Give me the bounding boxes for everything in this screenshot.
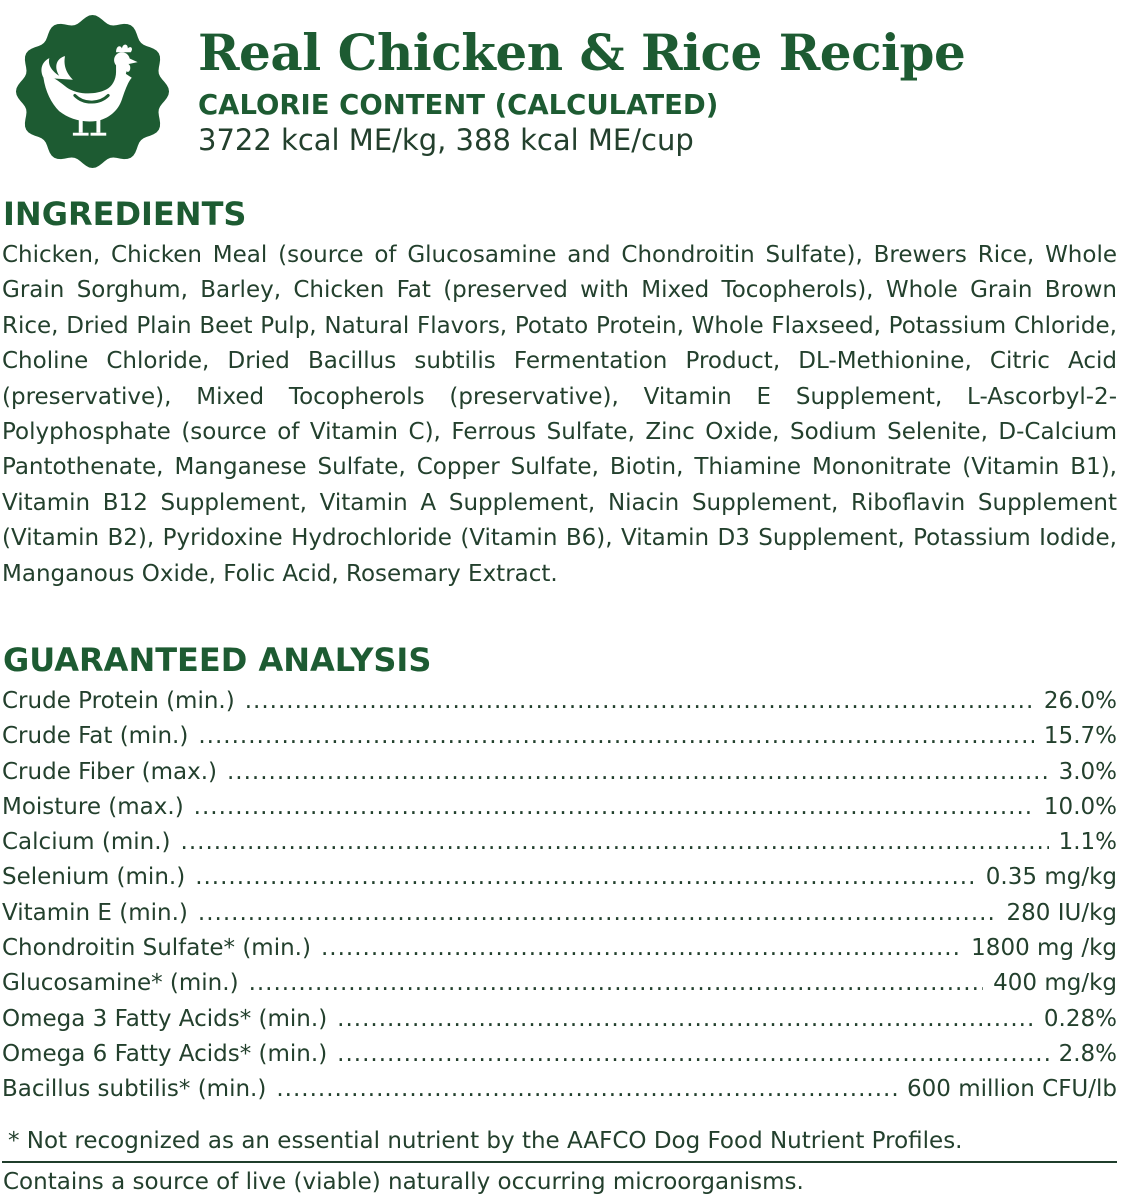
nutrient-value: 1800 mg /kg xyxy=(971,935,1117,962)
leader-dots xyxy=(198,719,1034,754)
nutrient-label: Omega 3 Fatty Acids* (min.) xyxy=(2,1005,328,1032)
nutrient-value: 1.1% xyxy=(1058,829,1117,856)
nutrient-value: 15.7% xyxy=(1043,723,1117,750)
ingredients-text: Chicken, Chicken Meal (source of Glucosamine and Chondroitin Sulfate), Brewers Rice, Whole Grain Sorghum, Barley, Chicken Fat (preserved with Mixed Tocopherols), Whole Grain Brown Rice, Dried Plain Beet Pulp, Natural Flavors, Potato Protein, Whole Flaxseed, Potassium Chloride, Choline Chloride, Dried Bacillus subtilis Fermentation Product, DL-Methionine, Citric Acid (preservative), Mixed Tocopherols (preservative), Vitamin E Supplement, L-Ascorbyl-2-Polyphosphate (source of Vitamin C), Ferrous Sulfate, Zinc Oxide, Sodium Selenite, D-Calcium Pantothenate, Manganese Sulfate, Copper Sulfate, Biotin, Thiamine Mononitrate (Vitamin B1), Vitamin B12 Supplement, Vitamin A Supplement, Niacin Supplement, Riboflavin Supplement (Vitamin B2), Pyridoxine Hydrochloride (Vitamin B6), Vitamin D3 Supplement, Potassium Iodide, Manganous Oxide, Folic Acid, Rosemary Extract. xyxy=(2,242,1117,587)
nutrient-value: 3.0% xyxy=(1058,758,1117,785)
analysis-row xyxy=(2,1002,1117,1037)
leader-dots xyxy=(195,860,976,895)
nutrient-value: 2.8% xyxy=(1058,1040,1117,1067)
nutrient-label: Crude Fiber (max.) xyxy=(2,758,217,785)
calorie-heading: CALORIE CONTENT (CALCULATED) xyxy=(198,89,719,121)
analysis-row xyxy=(2,684,1117,719)
nutrient-label: Calcium (min.) xyxy=(2,829,171,856)
product-header xyxy=(198,22,1098,158)
nutrient-value: 26.0% xyxy=(1043,688,1117,714)
nutrient-value: 280 IU/kg xyxy=(1006,899,1117,926)
nutrient-value: 10.0% xyxy=(1043,793,1117,820)
nutrient-label: Crude Fat (min.) xyxy=(2,723,189,750)
nutrient-label: Vitamin E (min.) xyxy=(2,899,188,926)
leader-dots xyxy=(337,1002,1034,1037)
product-title: Real Chicken & Rice Recipe xyxy=(198,23,966,82)
leader-dots xyxy=(245,684,1034,719)
analysis-row xyxy=(2,719,1117,754)
leader-dots xyxy=(249,966,984,1001)
nutrient-label: Glucosamine* (min.) xyxy=(2,970,239,997)
analysis-row xyxy=(2,966,1117,1001)
divider xyxy=(2,1161,1117,1163)
analysis-row xyxy=(2,931,1117,966)
chicken-badge xyxy=(14,13,171,170)
nutrient-label: Omega 6 Fatty Acids* (min.) xyxy=(2,1040,328,1067)
aafco-footnote: * Not recognized as an essential nutrient by the AAFCO Dog Food Nutrient Profiles. xyxy=(8,1128,963,1154)
nutrient-label: Bacillus subtilis* (min.) xyxy=(2,1076,267,1103)
nutrient-label: Moisture (max.) xyxy=(2,793,184,820)
nutrient-label: Selenium (min.) xyxy=(2,864,186,891)
analysis-row xyxy=(2,896,1117,931)
nutrient-value: 0.35 mg/kg xyxy=(985,864,1117,891)
ingredients-heading: INGREDIENTS xyxy=(3,195,247,233)
calorie-value: 3722 kcal ME/kg, 388 kcal ME/cup xyxy=(198,123,694,157)
leader-dots xyxy=(194,790,1034,825)
nutrient-value: 400 mg/kg xyxy=(993,970,1117,997)
leader-dots xyxy=(181,825,1049,860)
analysis-row xyxy=(2,860,1117,895)
analysis-row xyxy=(2,790,1117,825)
leader-dots xyxy=(321,931,961,966)
analysis-heading: GUARANTEED ANALYSIS xyxy=(3,641,432,679)
leader-dots xyxy=(198,896,997,931)
nutrient-value: 0.28% xyxy=(1043,1005,1117,1032)
live-microorganisms-note: Contains a source of live (viable) naturally occurring microorganisms. xyxy=(3,1169,804,1195)
nutrient-label: Crude Protein (min.) xyxy=(2,688,235,714)
analysis-row xyxy=(2,825,1117,860)
analysis-row xyxy=(2,755,1117,790)
analysis-row xyxy=(2,1037,1117,1072)
nutrient-value: 600 million CFU/lb xyxy=(907,1076,1117,1103)
nutrient-label: Chondroitin Sulfate* (min.) xyxy=(2,935,311,962)
guaranteed-analysis-table xyxy=(2,684,1117,1108)
leader-dots xyxy=(337,1037,1048,1072)
leader-dots xyxy=(227,755,1049,790)
leader-dots xyxy=(276,1072,897,1107)
analysis-row xyxy=(2,1072,1117,1107)
